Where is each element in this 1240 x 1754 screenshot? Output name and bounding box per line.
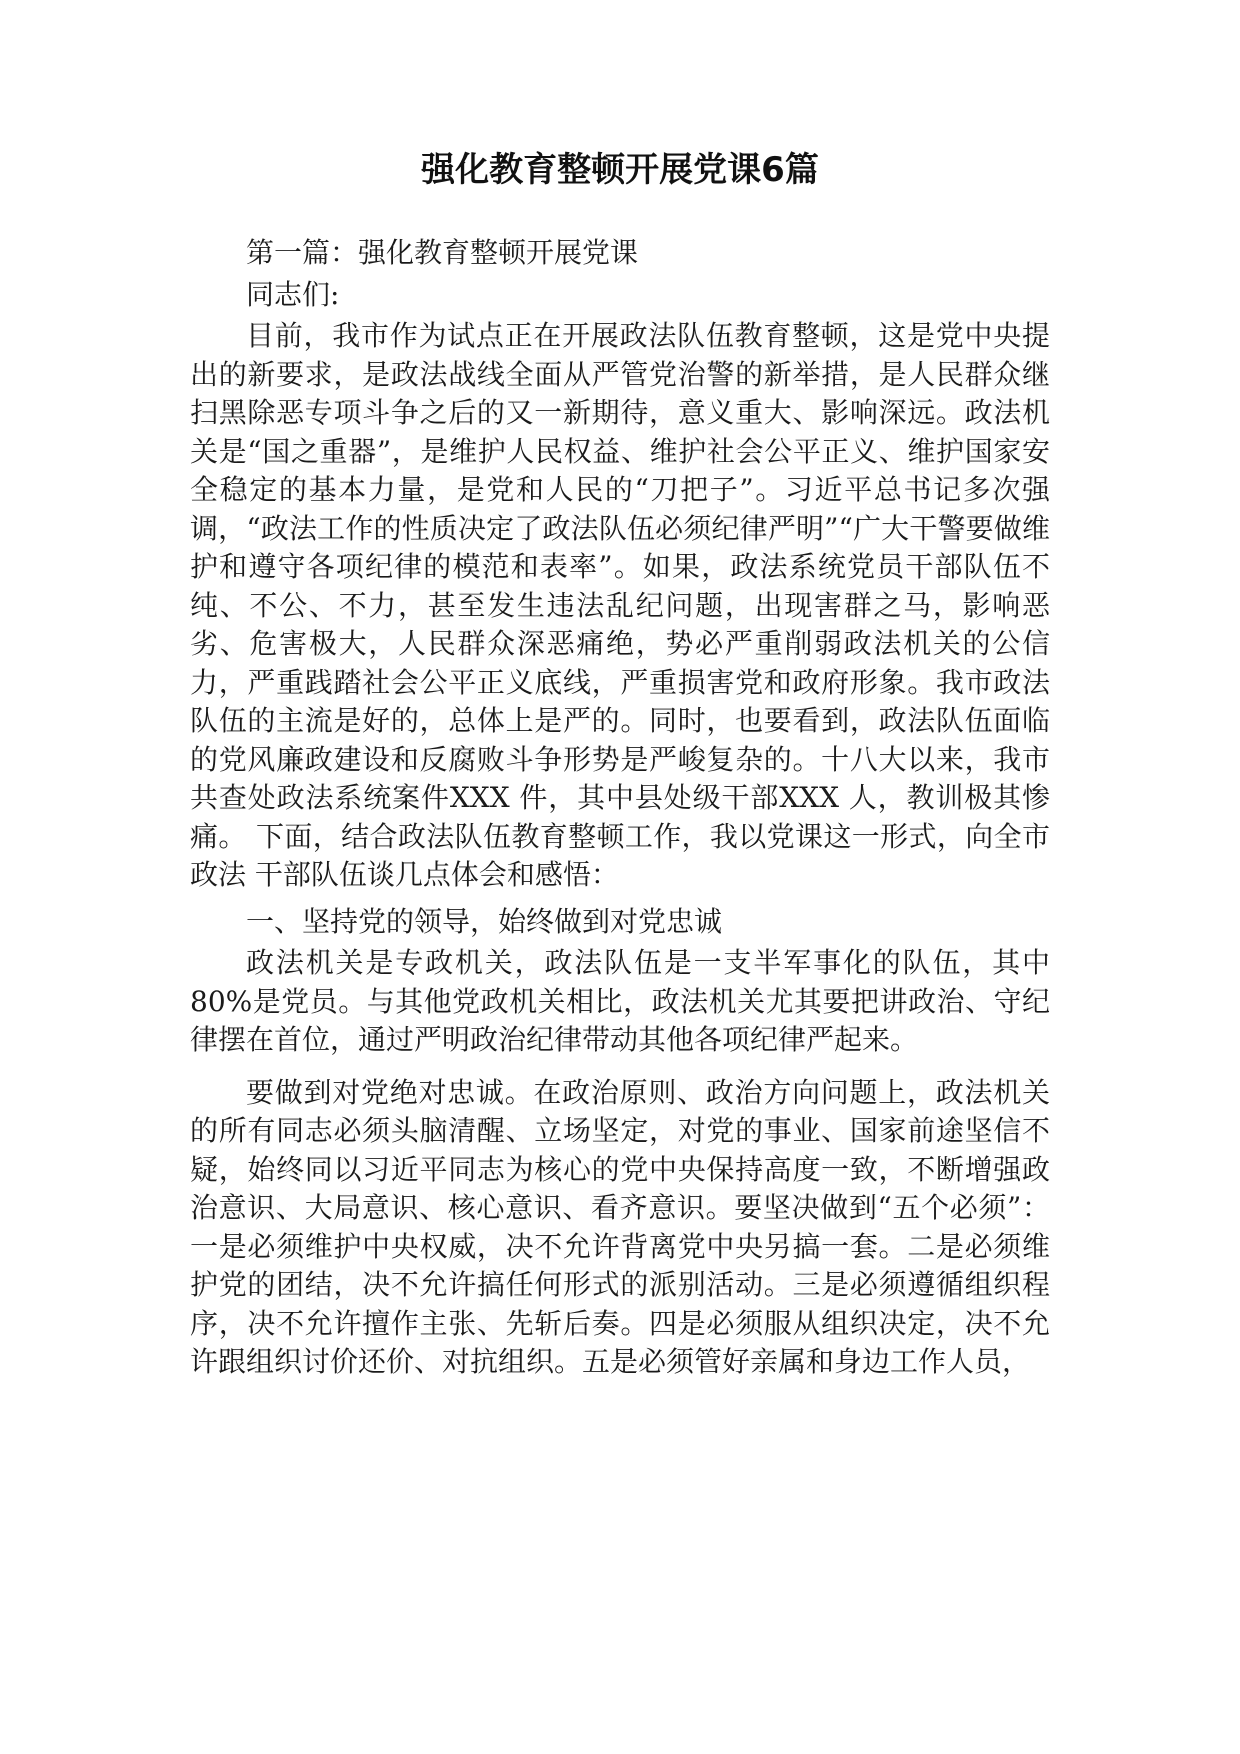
salutation: 同志们:: [246, 277, 340, 311]
subheading-party-leadership: 一、坚持党的领导，始终做到对党忠诚: [246, 904, 723, 938]
document-title: 强化教育整顿开展党课6篇: [421, 150, 819, 190]
paragraph-absolute-loyalty: 要做到对党绝对忠诚。在政治原则、政治方向问题上，政法机关的所有同志必须头脑清醒、立场坚定，对党的事业、国家前途坚信不疑，始终同以习近平同志为核心的党中央保持高度一致，不断增强政治意识、大局意识、核心意识、看齐意识。要坚决做到“五个必须”：一是必须维护中央权威，决不允许背离党中央另搞一套。二是必须维护党的团结，决不允许搞任何形式的派别活动。三是必须遵循组织程序，决不允许擅作主张、先斩后奏。四是必须服从组织决定，决不允许跟组织讨价还价、对抗组织。五是必须管好亲属和身边工作人员，: [190, 1075, 1050, 1378]
paragraph-political-discipline: 政法机关是专政机关，政法队伍是一支半军事化的队伍，其中80%是党员。与其他党政机关相比，政法机关尤其要把讲政治、守纪律摆在首位，通过严明政治纪律带动其他各项纪律严起来。: [190, 946, 1050, 1056]
section-heading: 第一篇：强化教育整顿开展党课: [246, 236, 639, 269]
paragraph-intro: 目前，我市作为试点正在开展政法队伍教育整顿，这是党中央提出的新要求，是政法战线全面从严管党治警的新举措，是人民群众继扫黑除恶专项斗争之后的又一新期待，意义重大、影响深远。政法机关是“国之重器”，是维护人民权益、维护社会公平正义、维护国家安全稳定的基本力量，是党和人民的“刀把子”。习近平总书记多次强调，“政法工作的性质决定了政法队伍必须纪律严明”“广大干警要做维护和遵守各项纪律的模范和表率”。如果，政法系统党员干部队伍不纯、不公、不力，甚至发生违法乱纪问题，出现害群之马，影响恶劣、危害极大，人民群众深恶痛绝，势必严重削弱政法机关的公信力，严重践踏社会公平正义底线，严重损害党和政府形象。我市政法队伍的主流是好的，总体上是严的。同时，也要看到，政法队伍面临的党风廉政建设和反腐败斗争形势是严峻复杂的。十八大以来，我市共查处政法系统案件XXX 件，其中县处级干部XXX 人，教训极其惨痛。 下面，结合政法队伍教育整顿工作，我以党课这一形式，向全市政法 干部队伍谈几点体会和感悟：: [190, 319, 1050, 891]
document-body: [190, 234, 1050, 1382]
